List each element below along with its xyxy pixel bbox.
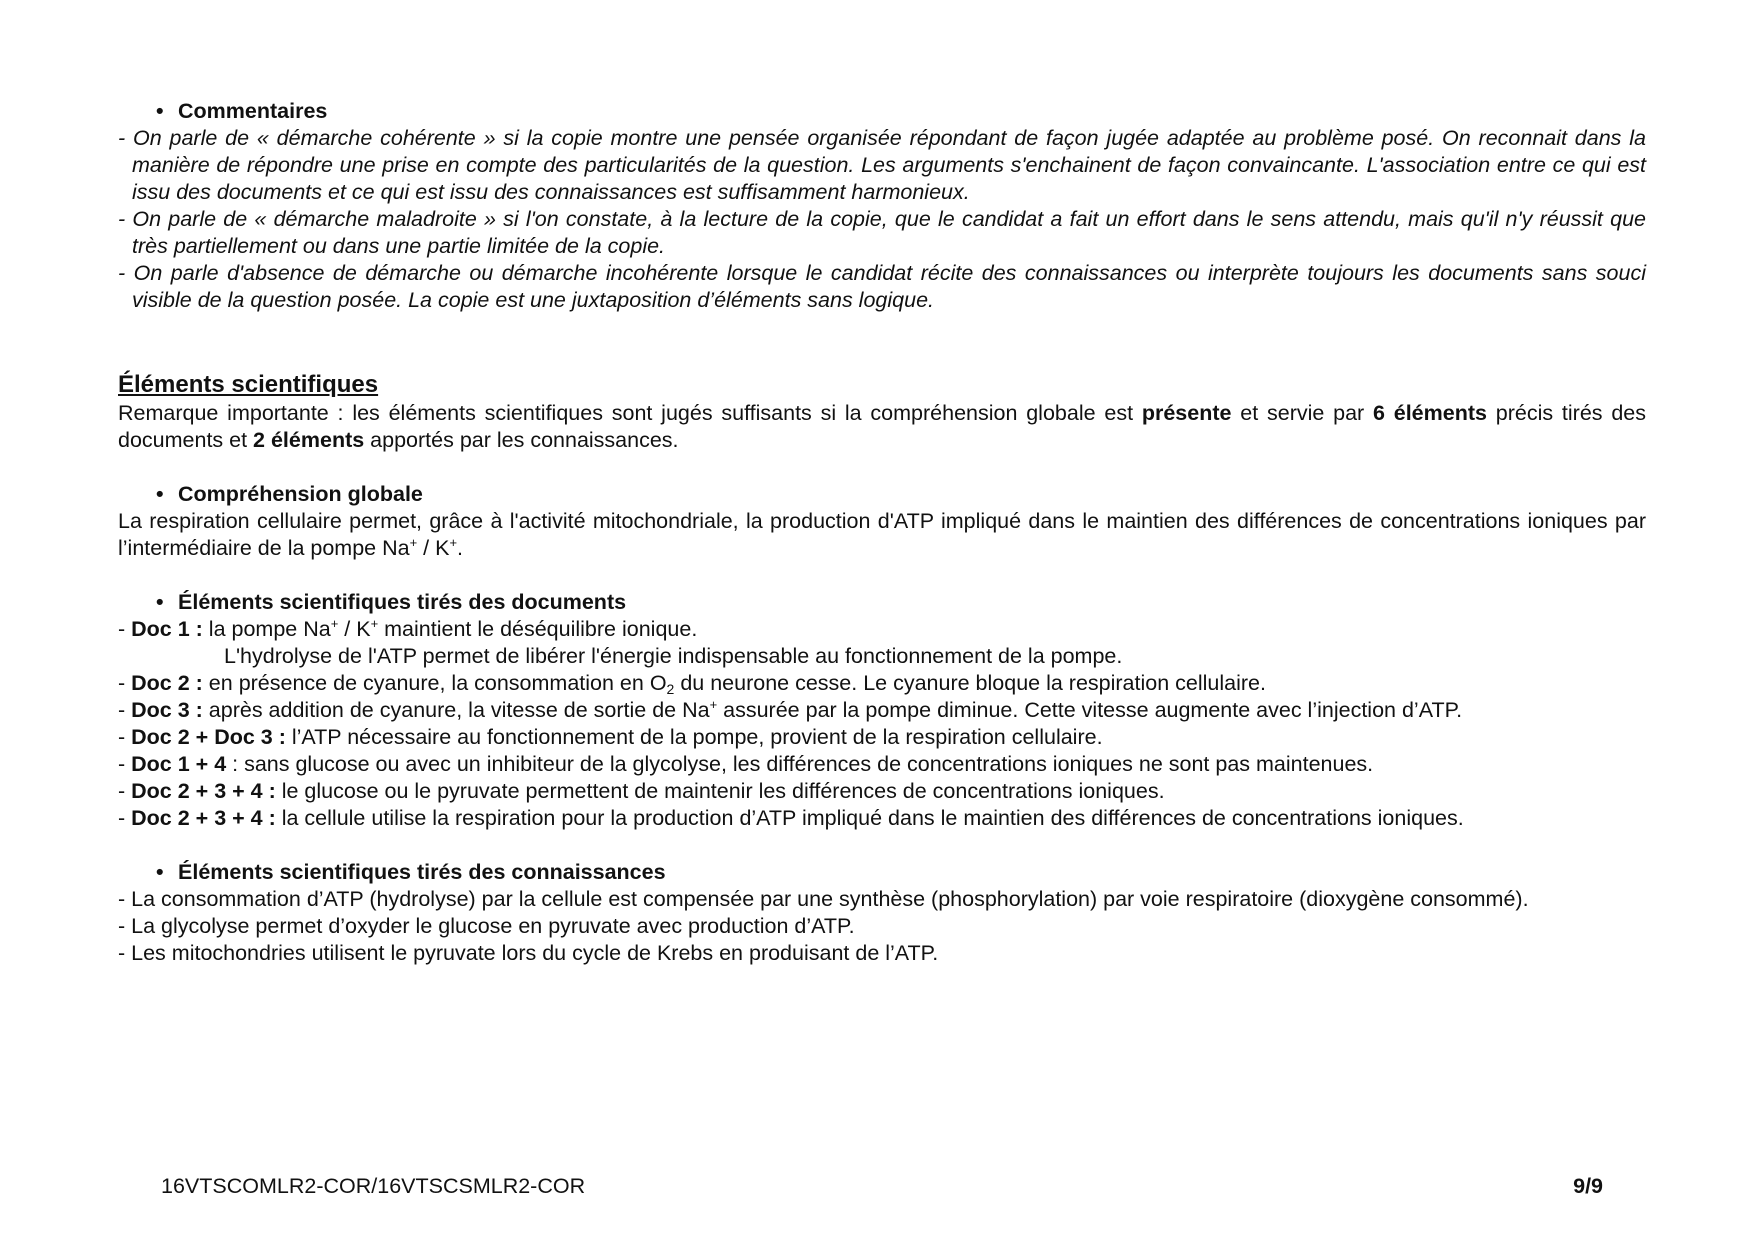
doc-item: - Doc 3 : après addition de cyanure, la vitesse de sortie de Na+ assurée par la pompe diminue. Cette vitesse augmente avec l’injection d’ATP. xyxy=(118,697,1463,722)
document-code: 16VTSCOMLR2-COR/16VTSCSMLR2-COR xyxy=(161,1174,586,1198)
commentaire-item: - On parle de « démarche maladroite » si l'on constate, à la lecture de la copie, que le candidat a fait un effort dans le sens attendu, mais qu'il n'y réussit que très partiellement ou dans une partie limitée de la copie. xyxy=(118,207,1646,258)
connaissance-item: - Les mitochondries utilisent le pyruvate lors du cycle de Krebs en produisant de l’ATP. xyxy=(118,941,939,965)
section-title: Éléments scientifiques xyxy=(118,371,379,398)
remarque-paragraph: Remarque importante : les éléments scientifiques sont jugés suffisants si la compréhension globale est présente et servie par 6 éléments précis tirés des documents et 2 éléments apportés par les connaissances. xyxy=(118,401,1646,452)
doc-item: - Doc 1 : la pompe Na+ / K+ maintient le déséquilibre ionique. xyxy=(118,616,698,641)
page-content xyxy=(118,98,1646,967)
commentaires-heading: • Commentaires xyxy=(118,98,1646,125)
doc-item: - Doc 2 : en présence de cyanure, la consommation en $O_2$ du neurone cesse. Le cyanure bloque la respiration cellulaire. xyxy=(118,671,1266,697)
commentaire-item: - On parle d'absence de démarche ou démarche incohérente lorsque le candidat récite des connaissances ou interprète toujours les documents sans souci visible de la question posée. La copie est une juxtaposition d’éléments sans logique. xyxy=(118,261,1646,312)
connaissance-item: - La glycolyse permet d’oxyder le glucose en pyruvate avec production d’ATP. xyxy=(118,914,855,938)
doc-item: - Doc 2 + 3 + 4 : la cellule utilise la respiration pour la production d’ATP impliqué dans le maintien des différences de concentrations ioniques. xyxy=(118,806,1464,830)
doc-item: - Doc 2 + 3 + 4 : le glucose ou le pyruvate permettent de maintenir les différences de concentrations ioniques. xyxy=(118,779,1165,803)
connaissance-item: - La consommation d’ATP (hydrolyse) par la cellule est compensée par une synthèse (phosphorylation) par voie respiratoire (dioxygène consommé). xyxy=(118,887,1529,911)
page-number: 9/9 xyxy=(1573,1174,1603,1198)
connaissances-heading: • Éléments scientifiques tirés des connaissances xyxy=(118,859,1646,886)
doc-item-continuation: L'hydrolyse de l'ATP permet de libérer l'énergie indispensable au fonctionnement de la pompe. xyxy=(224,644,1123,668)
commentaire-item: - On parle de « démarche cohérente » si la copie montre une pensée organisée répondant de façon jugée adaptée au problème posé. On reconnait dans la manière de répondre une prise en compte des particularités de la question. Les arguments s'enchainent de façon convaincante. L'association entre ce qui est issu des documents et ce qui est issu des connaissances est suffisamment harmonieux. xyxy=(118,126,1646,204)
doc-item: - Doc 1 + 4 : sans glucose ou avec un inhibiteur de la glycolyse, les différences de concentrations ioniques ne sont pas maintenues. xyxy=(118,752,1374,776)
documents-heading: • Éléments scientifiques tirés des documents xyxy=(118,589,1646,616)
comprehension-heading: • Compréhension globale xyxy=(118,481,1646,508)
comprehension-paragraph: La respiration cellulaire permet, grâce à l'activité mitochondriale, la production d'ATP impliqué dans le maintien des différences de concentrations ioniques par l’intermédiaire de la pompe Na+ / K+. xyxy=(118,509,1646,560)
doc-item: - Doc 2 + Doc 3 : l’ATP nécessaire au fonctionnement de la pompe, provient de la respiration cellulaire. xyxy=(118,725,1103,749)
